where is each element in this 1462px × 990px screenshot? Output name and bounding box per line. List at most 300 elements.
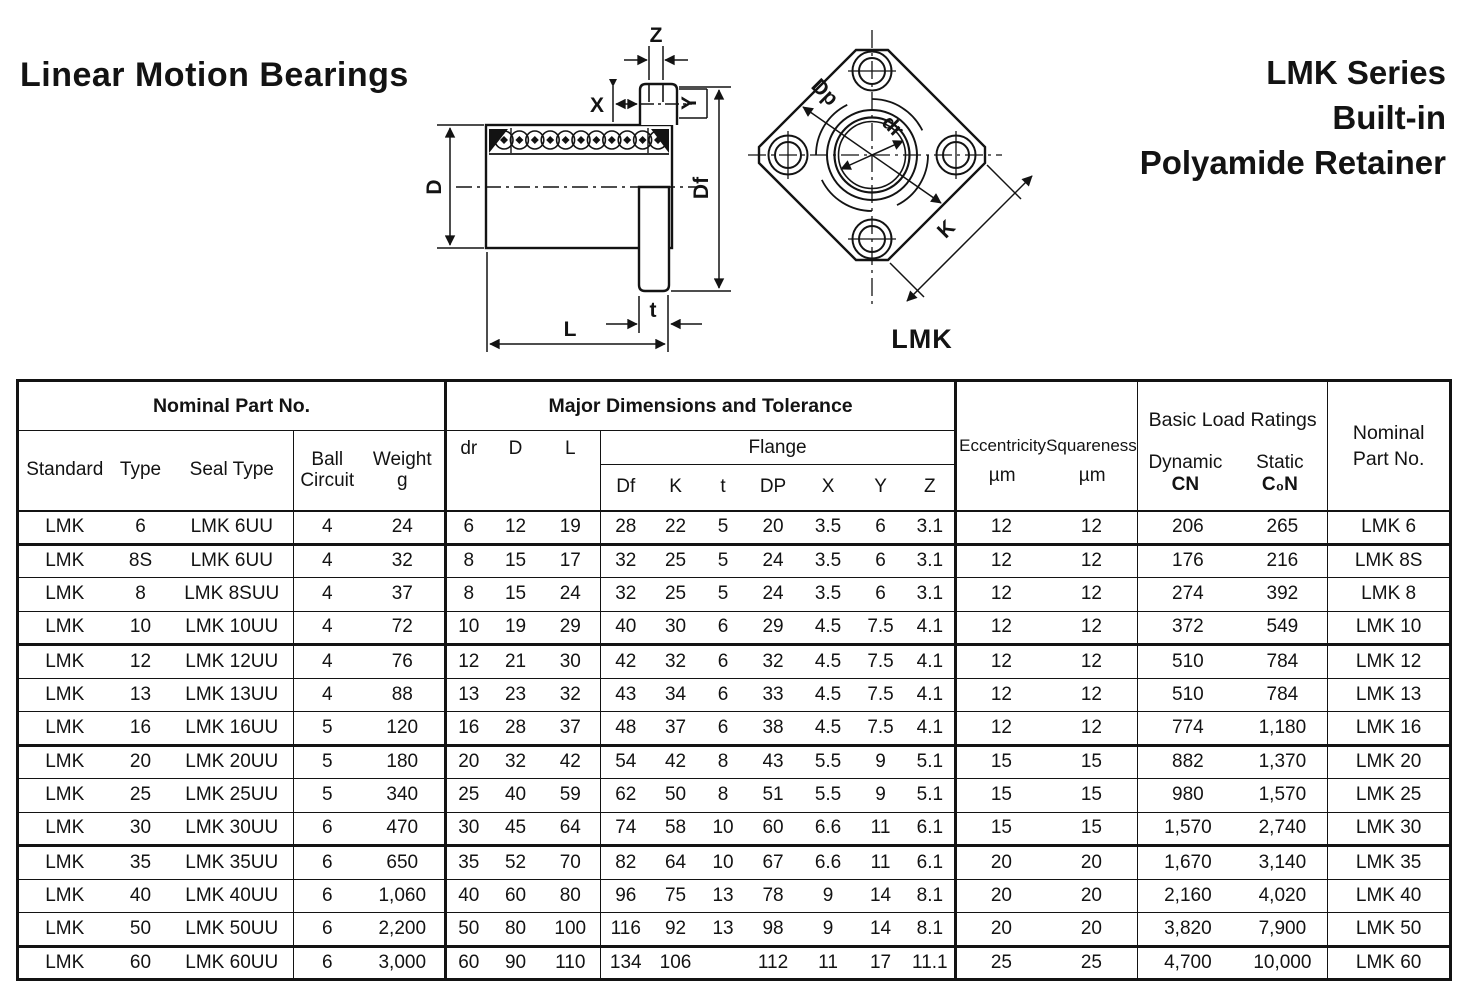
cell-seal: LMK 16UU [171,712,294,746]
dim-label-dp: Dp [806,74,843,111]
cell-x: 9 [801,913,856,947]
cell-ecc: 15 [956,779,1046,813]
cell-seal: LMK 30UU [171,812,294,846]
cell-y: 7.5 [856,712,906,746]
cell-t: 5 [701,578,746,612]
header-z: Z [906,465,956,511]
header-eccentricity: Eccentricity [959,436,1047,456]
cell-x: 11 [818,951,838,973]
cell-sq: 12 [1046,645,1138,679]
cell-dr: 8 [446,578,491,612]
cell-dyn: 1,670 [1138,846,1238,880]
cell-part: LMK 16 [1328,712,1451,746]
cell-weight: 2,200 [361,913,446,947]
cell-type: 40 [111,879,171,913]
cell-std: LMK [18,511,111,545]
cell-sq: 25 [1046,946,1138,980]
cell-weight: 37 [361,578,446,612]
cell-dyn: 1,570 [1138,812,1238,846]
cell-part: LMK 60 [1355,951,1422,973]
header-dp: DP [746,465,801,511]
cell-ecc: 20 [956,913,1046,947]
cell-y: 9 [856,779,906,813]
cell-l: 59 [541,779,601,813]
cell-std: LMK [18,544,111,578]
cell-type: 25 [111,779,171,813]
cell-part: LMK 50 [1328,913,1451,947]
cell-ecc: 15 [956,745,1046,779]
cell-circuit: 5 [294,712,361,746]
cell-circuit: 6 [321,951,333,973]
cell-ecc: 12 [956,611,1046,645]
header-weight: Weight g [361,431,446,511]
cell-seal: LMK 35UU [171,846,294,880]
cell-x: 9 [801,879,856,913]
cell-d: 23 [491,678,541,712]
table-row [18,779,1451,813]
header-standard: Standard [18,431,111,511]
cell-d: 60 [491,879,541,913]
cell-seal: LMK 40UU [171,879,294,913]
cell-dr: 10 [446,611,491,645]
cell-d: 15 [491,544,541,578]
cell-d: 21 [491,645,541,679]
cell-part: LMK 8S [1328,544,1451,578]
cell-stat: 549 [1238,611,1328,645]
cell-std: LMK [18,611,111,645]
cell-z: 5.1 [906,779,956,813]
cell-x: 4.5 [801,611,856,645]
cell-y: 11 [856,812,906,846]
static-unit: C₀N [1261,474,1298,496]
cell-part: LMK 12 [1328,645,1451,679]
cell-type: 50 [111,913,171,947]
cell-dr: 30 [446,812,491,846]
cell-z: 3.1 [906,511,956,545]
cell-part: LMK 25 [1328,779,1451,813]
cell-weight: 1,060 [361,879,446,913]
cell-type: 6 [111,511,171,545]
table-row [18,879,1451,913]
cell-k: 106 [659,951,692,973]
cell-z: 6.1 [906,846,956,880]
cell-l: 29 [541,611,601,645]
cell-std: LMK [45,951,85,973]
cell-y: 14 [856,913,906,947]
cell-std: LMK [18,846,111,880]
cell-t: 6 [701,678,746,712]
cell-t: 6 [701,712,746,746]
cell-df: 43 [601,678,651,712]
cell-x: 4.5 [801,678,856,712]
cell-l: 30 [541,645,601,679]
cell-dyn: 3,820 [1138,913,1238,947]
cell-x: 3.5 [801,578,856,612]
header-type: Type [111,431,171,511]
cell-d: 90 [504,951,527,973]
cell-y: 17 [869,951,892,973]
cell-type: 60 [129,951,152,973]
cell-dr: 50 [446,913,491,947]
cell-d: 45 [491,812,541,846]
front-view-caption: LMK [891,324,953,354]
cell-y: 6 [856,544,906,578]
cell-circuit: 4 [294,578,361,612]
cell-l: 37 [541,712,601,746]
cell-dp: 38 [746,712,801,746]
cell-k: 37 [651,712,701,746]
cell-circuit: 5 [294,779,361,813]
cell-k: 32 [651,645,701,679]
cell-z: 4.1 [906,611,956,645]
dim-label-l: L [563,318,577,341]
cell-df: 32 [601,544,651,578]
cell-part: LMK 6 [1328,511,1451,545]
header-ball-circuit: Ball Circuit [294,431,361,511]
cell-sq: 15 [1046,812,1138,846]
cell-l: 42 [541,745,601,779]
cell-df: 96 [601,879,651,913]
series-title-line3: Polyamide Retainer [1139,144,1446,181]
cell-dyn: 206 [1138,511,1238,545]
cell-seal: LMK 60UU [171,946,294,980]
dim-label-dr: dr [877,110,909,142]
cell-l: 64 [541,812,601,846]
header-d: D [491,431,541,511]
table-body [18,511,1451,980]
cell-x: 4.5 [801,712,856,746]
cell-k: 30 [651,611,701,645]
cell-circuit: 6 [294,846,361,880]
cell-std: LMK [18,678,111,712]
cell-l: 17 [541,544,601,578]
cell-std: LMK [18,879,111,913]
cell-df: 62 [601,779,651,813]
cell-dp: 24 [746,544,801,578]
cell-weight: 72 [361,611,446,645]
header-nominal-part-no-right: Nominal Part No. [1328,381,1451,511]
dim-Z [624,46,688,80]
cell-l: 100 [541,913,601,947]
cell-k: 25 [651,544,701,578]
cell-dp: 78 [746,879,801,913]
cell-part: LMK 35 [1328,846,1451,880]
header-l: L [541,431,601,511]
cell-ecc: 20 [956,846,1046,880]
cell-seal: LMK 8SUU [171,578,294,612]
cell-std: LMK [18,578,111,612]
cell-y: 7.5 [856,645,906,679]
squareness-unit: µm [1078,465,1106,487]
cell-stat: 216 [1238,544,1328,578]
cell-k: 75 [651,879,701,913]
cell-t: 8 [701,779,746,813]
cell-df: 48 [601,712,651,746]
cell-df: 74 [601,812,651,846]
cell-std: LMK [18,812,111,846]
cell-t: 6 [701,611,746,645]
cell-df: 116 [601,913,651,947]
cell-stat: 2,740 [1238,812,1328,846]
cell-t: 13 [701,913,746,947]
dim-label-y: Y [678,95,701,111]
cell-y: 6 [856,511,906,545]
cell-dyn: 774 [1138,712,1238,746]
cell-z: 3.1 [906,544,956,578]
cell-sq: 12 [1046,511,1138,545]
table-row [18,913,1451,947]
cell-dp: 98 [746,913,801,947]
series-title-line1: LMK Series [1266,54,1446,91]
cell-dyn: 510 [1138,678,1238,712]
cell-k: 58 [651,812,701,846]
cell-d: 28 [491,712,541,746]
header-major-dimensions: Major Dimensions and Tolerance [446,381,956,431]
cell-df: 42 [601,645,651,679]
cell-dp: 51 [746,779,801,813]
cell-weight: 88 [361,678,446,712]
flange-bottom-tab [639,187,669,291]
cell-ecc: 12 [956,678,1046,712]
cell-k: 92 [651,913,701,947]
cell-dp: 20 [746,511,801,545]
cell-dp: 60 [746,812,801,846]
cell-ecc: 25 [990,951,1012,973]
cell-l: 110 [541,946,601,980]
cell-z: 8.1 [906,879,956,913]
cell-ecc: 12 [956,578,1046,612]
cell-df: 32 [601,578,651,612]
cell-df: 82 [601,846,651,880]
header-flange: Flange [601,431,956,465]
cell-circuit: 4 [294,544,361,578]
front-view-drawing [748,30,1032,354]
cell-dp: 24 [746,578,801,612]
table-row [18,511,1451,545]
cell-dyn: 372 [1138,611,1238,645]
cell-df: 54 [601,745,651,779]
side-view-drawing [423,24,731,352]
cell-sq: 15 [1046,779,1138,813]
dynamic-unit: CN [1171,474,1200,496]
dim-label-k: K [932,215,960,243]
cell-stat: 10,000 [1238,946,1328,980]
cell-type: 12 [111,645,171,679]
cell-t: 13 [701,879,746,913]
cell-part: LMK 13 [1328,678,1451,712]
cell-ecc: 20 [956,879,1046,913]
dim-label-z: Z [649,24,663,47]
dim-label-df: Df [690,176,713,200]
cell-std: LMK [18,779,111,813]
cell-type: 16 [111,712,171,746]
cell-k: 34 [651,678,701,712]
cell-t: 6 [701,645,746,679]
cell-circuit: 6 [294,812,361,846]
cell-sq: 12 [1046,578,1138,612]
cell-t [701,946,746,980]
dim-X [609,79,637,122]
header-eccentricity-squareness [956,381,1138,511]
cell-stat: 784 [1238,678,1328,712]
table-row [18,645,1451,679]
cell-sq: 20 [1046,846,1138,880]
cell-d: 12 [491,511,541,545]
cell-z: 4.1 [906,645,956,679]
cell-x: 3.5 [801,511,856,545]
cell-ecc: 12 [956,511,1046,545]
cell-z: 4.1 [906,678,956,712]
dim-label-x: X [589,94,605,117]
cell-t: 5 [701,544,746,578]
header-dr: dr [446,431,491,511]
table-row [18,846,1451,880]
cell-weight: 180 [361,745,446,779]
header-k: K [651,465,701,511]
cell-dyn: 510 [1138,645,1238,679]
cell-dyn: 2,160 [1138,879,1238,913]
header-x: X [801,465,856,511]
table-row [18,578,1451,612]
cell-x: 6.6 [801,812,856,846]
cell-x: 6.6 [801,846,856,880]
cell-k: 42 [651,745,701,779]
cell-dyn: 274 [1138,578,1238,612]
cell-std: LMK [18,745,111,779]
table-row [18,544,1451,578]
header-nominal-part-no: Nominal Part No. [18,381,446,431]
cell-dyn: 882 [1138,745,1238,779]
cell-k: 22 [651,511,701,545]
cell-d: 15 [491,578,541,612]
cell-dr: 60 [458,951,480,973]
cell-ecc: 12 [956,712,1046,746]
cell-circuit: 4 [294,645,361,679]
cell-dyn: 980 [1138,779,1238,813]
header-basic-load-ratings [1138,381,1328,511]
cell-d: 19 [491,611,541,645]
cell-dp: 29 [746,611,801,645]
cell-dr: 12 [446,645,491,679]
cell-seal: LMK 20UU [171,745,294,779]
cell-seal: LMK 6UU [171,544,294,578]
cell-type: 8S [111,544,171,578]
cell-z: 4.1 [906,712,956,746]
cell-t: 8 [701,745,746,779]
cell-circuit: 6 [294,913,361,947]
cell-x: 4.5 [801,645,856,679]
cell-t: 10 [701,812,746,846]
cell-type: 8 [111,578,171,612]
cell-z: 5.1 [906,745,956,779]
cell-sq: 12 [1046,611,1138,645]
cell-l: 24 [541,578,601,612]
cell-type: 30 [111,812,171,846]
cell-t: 5 [701,511,746,545]
cell-dr: 35 [446,846,491,880]
cell-std: LMK [18,712,111,746]
cell-df: 134 [609,951,642,973]
cell-weight: 340 [361,779,446,813]
cell-dp: 43 [746,745,801,779]
cell-k: 64 [651,846,701,880]
cell-y: 6 [856,578,906,612]
cell-seal: LMK 10UU [171,611,294,645]
table-row [18,946,1451,980]
cell-dyn: 176 [1138,544,1238,578]
cell-z: 11.1 [906,946,956,980]
table-row [18,611,1451,645]
cell-weight: 76 [361,645,446,679]
cell-sq: 20 [1046,913,1138,947]
basic-load-ratings-label: Basic Load Ratings [1148,409,1317,432]
cell-dr: 16 [446,712,491,746]
cell-dr: 13 [446,678,491,712]
cell-dr: 25 [446,779,491,813]
cell-x: 5.5 [801,779,856,813]
cell-stat: 1,180 [1238,712,1328,746]
cell-dp: 67 [746,846,801,880]
cell-part: LMK 10 [1328,611,1451,645]
cell-k: 25 [651,578,701,612]
cell-z: 6.1 [906,812,956,846]
cell-dp: 33 [746,678,801,712]
cell-seal: LMK 25UU [171,779,294,813]
cell-weight: 650 [361,846,446,880]
cell-l: 70 [541,846,601,880]
cell-weight: 120 [361,712,446,746]
cell-type: 20 [111,745,171,779]
cell-seal: LMK 13UU [171,678,294,712]
cell-stat: 1,370 [1238,745,1328,779]
cell-circuit: 4 [294,511,361,545]
dim-label-t: t [649,299,657,322]
cell-z: 8.1 [906,913,956,947]
header-y: Y [856,465,906,511]
eccentricity-unit: µm [988,465,1016,487]
series-title-line2: Built-in [1332,99,1446,136]
cell-sq: 12 [1046,712,1138,746]
cell-sq: 12 [1046,678,1138,712]
cell-d: 40 [491,779,541,813]
header-df: Df [601,465,651,511]
cell-weight: 3,000 [361,946,446,980]
cell-dp: 112 [757,951,789,973]
specification-table [16,379,1452,981]
cell-std: LMK [18,913,111,947]
cell-circuit: 4 [294,611,361,645]
cell-dr: 20 [446,745,491,779]
header-dynamic: Dynamic CN [1138,452,1233,496]
table-row [18,678,1451,712]
cell-dr: 6 [446,511,491,545]
cell-weight: 470 [361,812,446,846]
cell-dr: 8 [446,544,491,578]
cell-z: 3.1 [906,578,956,612]
cell-seal: LMK 50UU [171,913,294,947]
cell-sq: 15 [1046,745,1138,779]
cell-l: 32 [541,678,601,712]
cell-df: 28 [601,511,651,545]
cell-type: 35 [111,846,171,880]
cell-y: 14 [856,879,906,913]
cell-stat: 4,020 [1238,879,1328,913]
cell-seal: LMK 12UU [171,645,294,679]
cell-x: 5.5 [801,745,856,779]
table-row [18,745,1451,779]
cell-dp: 32 [746,645,801,679]
cell-weight: 24 [361,511,446,545]
